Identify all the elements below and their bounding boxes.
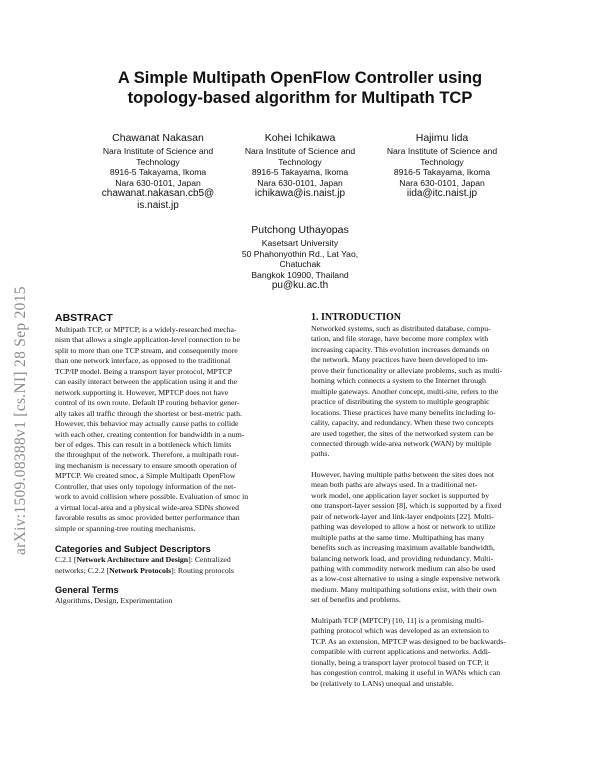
categories-heading: Categories and Subject Descriptors: [55, 544, 211, 555]
author-affiliation: Nara Institute of Science and: [102, 146, 214, 156]
abstract-heading: ABSTRACT: [55, 312, 113, 324]
intro-paragraph-3: [311, 616, 547, 689]
author-name: Kohei Ichikawa: [264, 132, 336, 144]
intro-line: one transport-layer session [8], which is supported by a fixed: [311, 501, 502, 511]
intro-line: tionally, being a transport layer protocol based on TCP, it: [311, 657, 489, 667]
right-column: [311, 312, 547, 689]
intro-line: be (relatively to LANs) unequal and unstable.: [311, 678, 454, 688]
abstract-line: favorable results as smoc provided better performance than: [55, 513, 240, 523]
abstract-line: network supporting it. However, MPTCP does not have: [55, 387, 229, 397]
abstract-line: MPTCP. We created smoc, a Simple Multipath OpenFlow: [55, 471, 236, 481]
author-address: 8916-5 Takayama, Ikoma: [393, 167, 491, 177]
intro-line: work model, one application layer socket is supported by: [311, 490, 490, 500]
author-address: Bangkok 10900, Thailand: [251, 269, 349, 280]
author-name: Hajimu Iida: [415, 132, 469, 144]
abstract-line: with each other, creating contention for bandwidth in a num-: [55, 429, 245, 439]
author-address: 8916-5 Takayama, Ikoma: [109, 167, 207, 177]
intro-line: TCP. As an extension, MPTCP was designed to be backwards-: [311, 636, 506, 646]
abstract-line: can easily interact between the application using it and the: [55, 377, 238, 387]
author-affiliation: Technology: [420, 156, 464, 167]
general-terms-text: Algorithms, Design, Experimentation: [55, 595, 173, 605]
general-terms-heading: General Terms: [55, 584, 119, 595]
intro-line: pathing with commodity network medium can also be used: [311, 563, 496, 573]
intro-line: cality, capacity, and redundancy. When these two concepts: [311, 418, 494, 428]
author-block-1: [78, 132, 238, 212]
intro-line: Multipath TCP (MPTCP) [10, 11] is a promising multi-: [311, 615, 484, 625]
intro-line: mean both paths are always used. In a traditional net-: [311, 480, 478, 490]
categories-text: C.2.1 [: [55, 555, 77, 565]
intro-line: increasing capacity. This evolution increases demands on: [311, 344, 490, 354]
intro-line: pathing protocol which was developed as an extension to: [311, 626, 489, 636]
abstract-line: simple or spanning-tree routing mechanisms.: [55, 523, 196, 533]
abstract-body: [55, 325, 291, 534]
intro-line: multiple paths at the same time. Multipathing has many: [311, 532, 485, 542]
categories-line: [55, 566, 291, 576]
intro-line: practice of distributing the system to multiple geographic: [311, 397, 490, 407]
left-column: [55, 312, 291, 606]
abstract-line: split to more than one TCP stream, and consequently more: [55, 345, 238, 355]
categories-text: ]: Centralized: [188, 555, 231, 565]
intro-line: tation, and file storage, have become more complex with: [311, 334, 489, 344]
intro-line: homing which connects a system to the Internet through: [311, 376, 486, 386]
intro-line: has congestion control, making it useful in WANs which can: [311, 668, 501, 678]
author-email[interactable]: chawanat.nakasan.cb5@: [101, 188, 215, 199]
abstract-line: ber of edges. This can result in a bottleneck which limits: [55, 439, 232, 449]
intro-paragraph-1: [311, 324, 547, 460]
abstract-line: Controller, that uses only topology information of the net-: [55, 481, 236, 491]
abstract-line: However, this behavior may actually cause paths to collide: [55, 419, 239, 429]
categories-text: ]: Routing protocols: [171, 565, 234, 575]
author-address: Nara 630-0101, Japan: [257, 177, 343, 188]
author-address: Chatuchak: [279, 259, 321, 269]
title-line-1: A Simple Multipath OpenFlow Controller using: [117, 69, 483, 87]
author-affiliation: Kasetsart University: [261, 238, 339, 248]
author-email[interactable]: iida@itc.naist.jp: [406, 188, 478, 199]
author-affiliation: Technology: [278, 156, 322, 167]
abstract-line: ally takes all traffic through the shortest or best-metric path.: [55, 408, 242, 418]
abstract-line: nism that allows a single application-level connection to be: [55, 335, 240, 345]
intro-line: compatible with current applications and networks. Addi-: [311, 647, 491, 657]
abstract-line: control of its own route. Default IP routing behavior gener-: [55, 398, 240, 408]
author-affiliation: Nara Institute of Science and: [244, 146, 356, 156]
intro-line: connected through wide-area network (WAN) by multiple: [311, 438, 492, 448]
intro-line: Networked systems, such as distributed database, compu-: [311, 324, 491, 333]
author-block-3: [362, 132, 522, 200]
abstract-line: the throughput of the network. Therefore, a multipath rout-: [55, 450, 239, 460]
author-email[interactable]: is.naist.jp: [137, 200, 179, 211]
abstract-line: work to avoid collision where possible. Evaluation of smoc in: [55, 492, 249, 502]
author-address: 50 Phahonyothin Rd., Lat Yao,: [241, 248, 359, 259]
intro-line: medium. Many multipathing solutions exist, with their own: [311, 584, 497, 594]
arxiv-stamp: arXiv:1509.08388v1 [cs.NI] 28 Sep 2015: [12, 286, 29, 555]
categories-line: [55, 555, 291, 565]
author-block-4: [220, 224, 380, 292]
paper-title: [60, 68, 540, 108]
author-affiliation: Technology: [136, 156, 180, 167]
intro-line: set of benefits and problems.: [311, 595, 401, 605]
intro-line: balancing network load, and providing redundancy. Multi-: [311, 553, 494, 563]
categories-text: networks; C.2.2 [: [55, 565, 110, 575]
abstract-line: TCP/IP model. Being a transport layer protocol, MPTCP: [55, 366, 233, 376]
author-address: Nara 630-0101, Japan: [399, 177, 485, 188]
intro-line: multiple gateways. Another concept, multi-site, refers to the: [311, 386, 499, 396]
intro-line: pair of network-layer and link-layer endpoints [22]. Multi-: [311, 511, 494, 521]
author-email[interactable]: pu@ku.ac.th: [271, 280, 329, 291]
intro-line: However, having multiple paths between the sites does not: [311, 469, 495, 479]
abstract-line: a virtual local-area and a physical wide-area SDNs showed: [55, 502, 240, 512]
intro-line: the network. Many practices have been developed to im-: [311, 355, 488, 365]
author-block-2: [220, 132, 380, 200]
intro-line: are used together, the sites of the networked system can be: [311, 428, 494, 438]
categories-bold: Network Architecture and Design: [76, 555, 189, 565]
title-line-2: topology-based algorithm for Multipath TCP: [127, 89, 473, 107]
author-affiliation: Nara Institute of Science and: [386, 146, 498, 156]
categories-bold: Network Protocols: [109, 565, 172, 575]
author-name: Putchong Uthayopas: [251, 224, 349, 236]
intro-line: locations. These practices have many benefits including lo-: [311, 407, 496, 417]
author-address: Nara 630-0101, Japan: [115, 177, 201, 188]
intro-line: as a low-cost alternative to using a single expensive network: [311, 574, 501, 584]
intro-line: prove their functionality or alleviate problems, such as multi-: [311, 365, 503, 375]
intro-line: paths.: [311, 449, 330, 459]
intro-line: benefits such as increasing maximum available bandwidth,: [311, 543, 495, 553]
abstract-line: than one network interface, as opposed to the traditional: [55, 356, 231, 366]
author-address: 8916-5 Takayama, Ikoma: [251, 167, 349, 177]
intro-heading: 1. INTRODUCTION: [311, 312, 402, 323]
abstract-line: Multipath TCP, or MPTCP, is a widely-researched mecha-: [55, 325, 237, 334]
intro-line: pathing was developed to allow a host or network to utilize: [311, 522, 496, 532]
abstract-line: ing mechanism is necessary to ensure smooth operation of: [55, 460, 237, 470]
intro-paragraph-2: [311, 470, 547, 606]
author-name: Chawanat Nakasan: [112, 132, 204, 144]
author-email[interactable]: ichikawa@is.naist.jp: [254, 188, 346, 199]
